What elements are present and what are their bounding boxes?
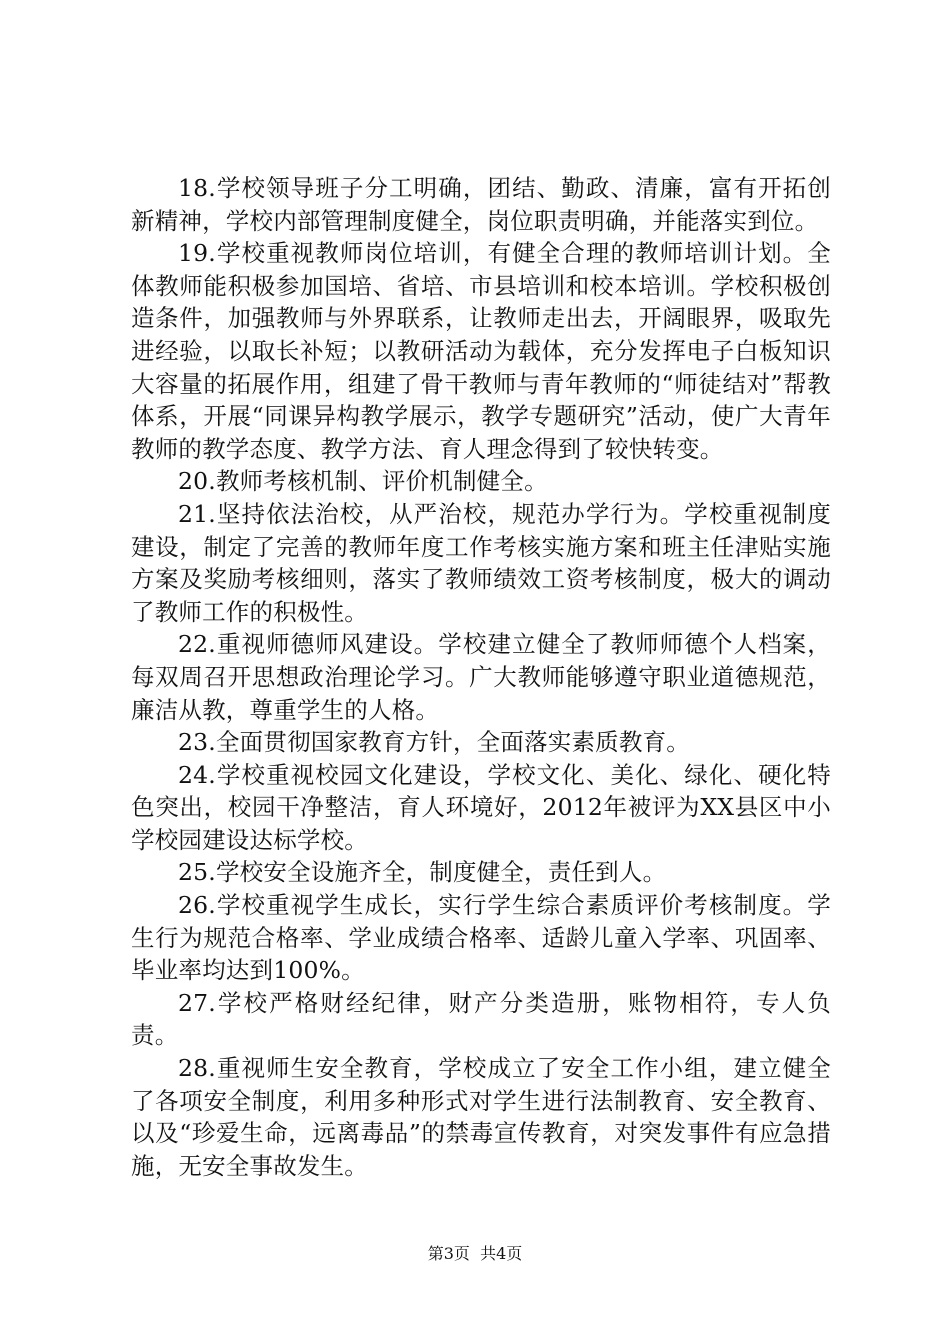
paragraph-18: 18.学校领导班子分工明确，团结、勤政、清廉，富有开拓创新精神，学校内部管理制度健全，岗位职责明确，并能落实到位。 <box>131 174 831 235</box>
paragraph-28: 28.重视师生安全教育，学校成立了安全工作小组，建立健全了各项安全制度，利用多种形式对学生进行法制教育、安全教育、以及“珍爱生命，远离毒品”的禁毒宣传教育，对突发事件有应急措施，无安全事故发生。 <box>131 1054 831 1180</box>
paragraph-22: 22.重视师德师风建设。学校建立健全了教师师德个人档案，每双周召开思想政治理论学习。广大教师能够遵守职业道德规范，廉洁从教，尊重学生的人格。 <box>131 630 831 724</box>
paragraph-25: 25.学校安全设施齐全，制度健全，责任到人。 <box>178 858 667 887</box>
document-body <box>131 172 831 1182</box>
paragraph-20: 20.教师考核机制、评价机制健全。 <box>178 467 548 496</box>
paragraph-27: 27.学校严格财经纪律，财产分类造册，账物相符，专人负责。 <box>131 988 831 1050</box>
paragraph-19: 19.学校重视教师岗位培训，有健全合理的教师培训计划。全体教师能积极参加国培、省培、市县培训和校本培训。学校积极创造条件，加强教师与外界联系，让教师走出去，开阔眼界，吸取先进经验，以取长补短；以教研活动为载体，充分发挥电子白板知识大容量的拓展作用，组建了骨干教师与青年教师的“师徒结对”帮教体系，开展“同课异构教学展示，教学专题研究”活动，使广大青年教师的教学态度、教学方法、育人理念得到了较快转变。 <box>131 239 831 463</box>
paragraph-26: 26.学校重视学生成长，实行学生综合素质评价考核制度。学生行为规范合格率、学业成绩合格率、适龄儿童入学率、巩固率、毕业率均达到100%。 <box>131 891 831 985</box>
total-pages: 共4页 <box>480 1244 523 1263</box>
page-footer <box>0 1244 950 1264</box>
footer-spacer <box>470 1244 480 1263</box>
page-number: 第3页 <box>427 1244 470 1263</box>
paragraph-24: 24.学校重视校园文化建设，学校文化、美化、绿化、硬化特色突出，校园干净整洁，育人环境好，2012年被评为XX县区中小学校园建设达标学校。 <box>131 760 831 854</box>
paragraph-21: 21.坚持依法治校，从严治校，规范办学行为。学校重视制度建设，制定了完善的教师年度工作考核实施方案和班主任津贴实施方案及奖励考核细则，落实了教师绩效工资考核制度，极大的调动了教师工作的积极性。 <box>131 499 831 626</box>
paragraph-23: 23.全面贯彻国家教育方针，全面落实素质教育。 <box>178 728 690 757</box>
